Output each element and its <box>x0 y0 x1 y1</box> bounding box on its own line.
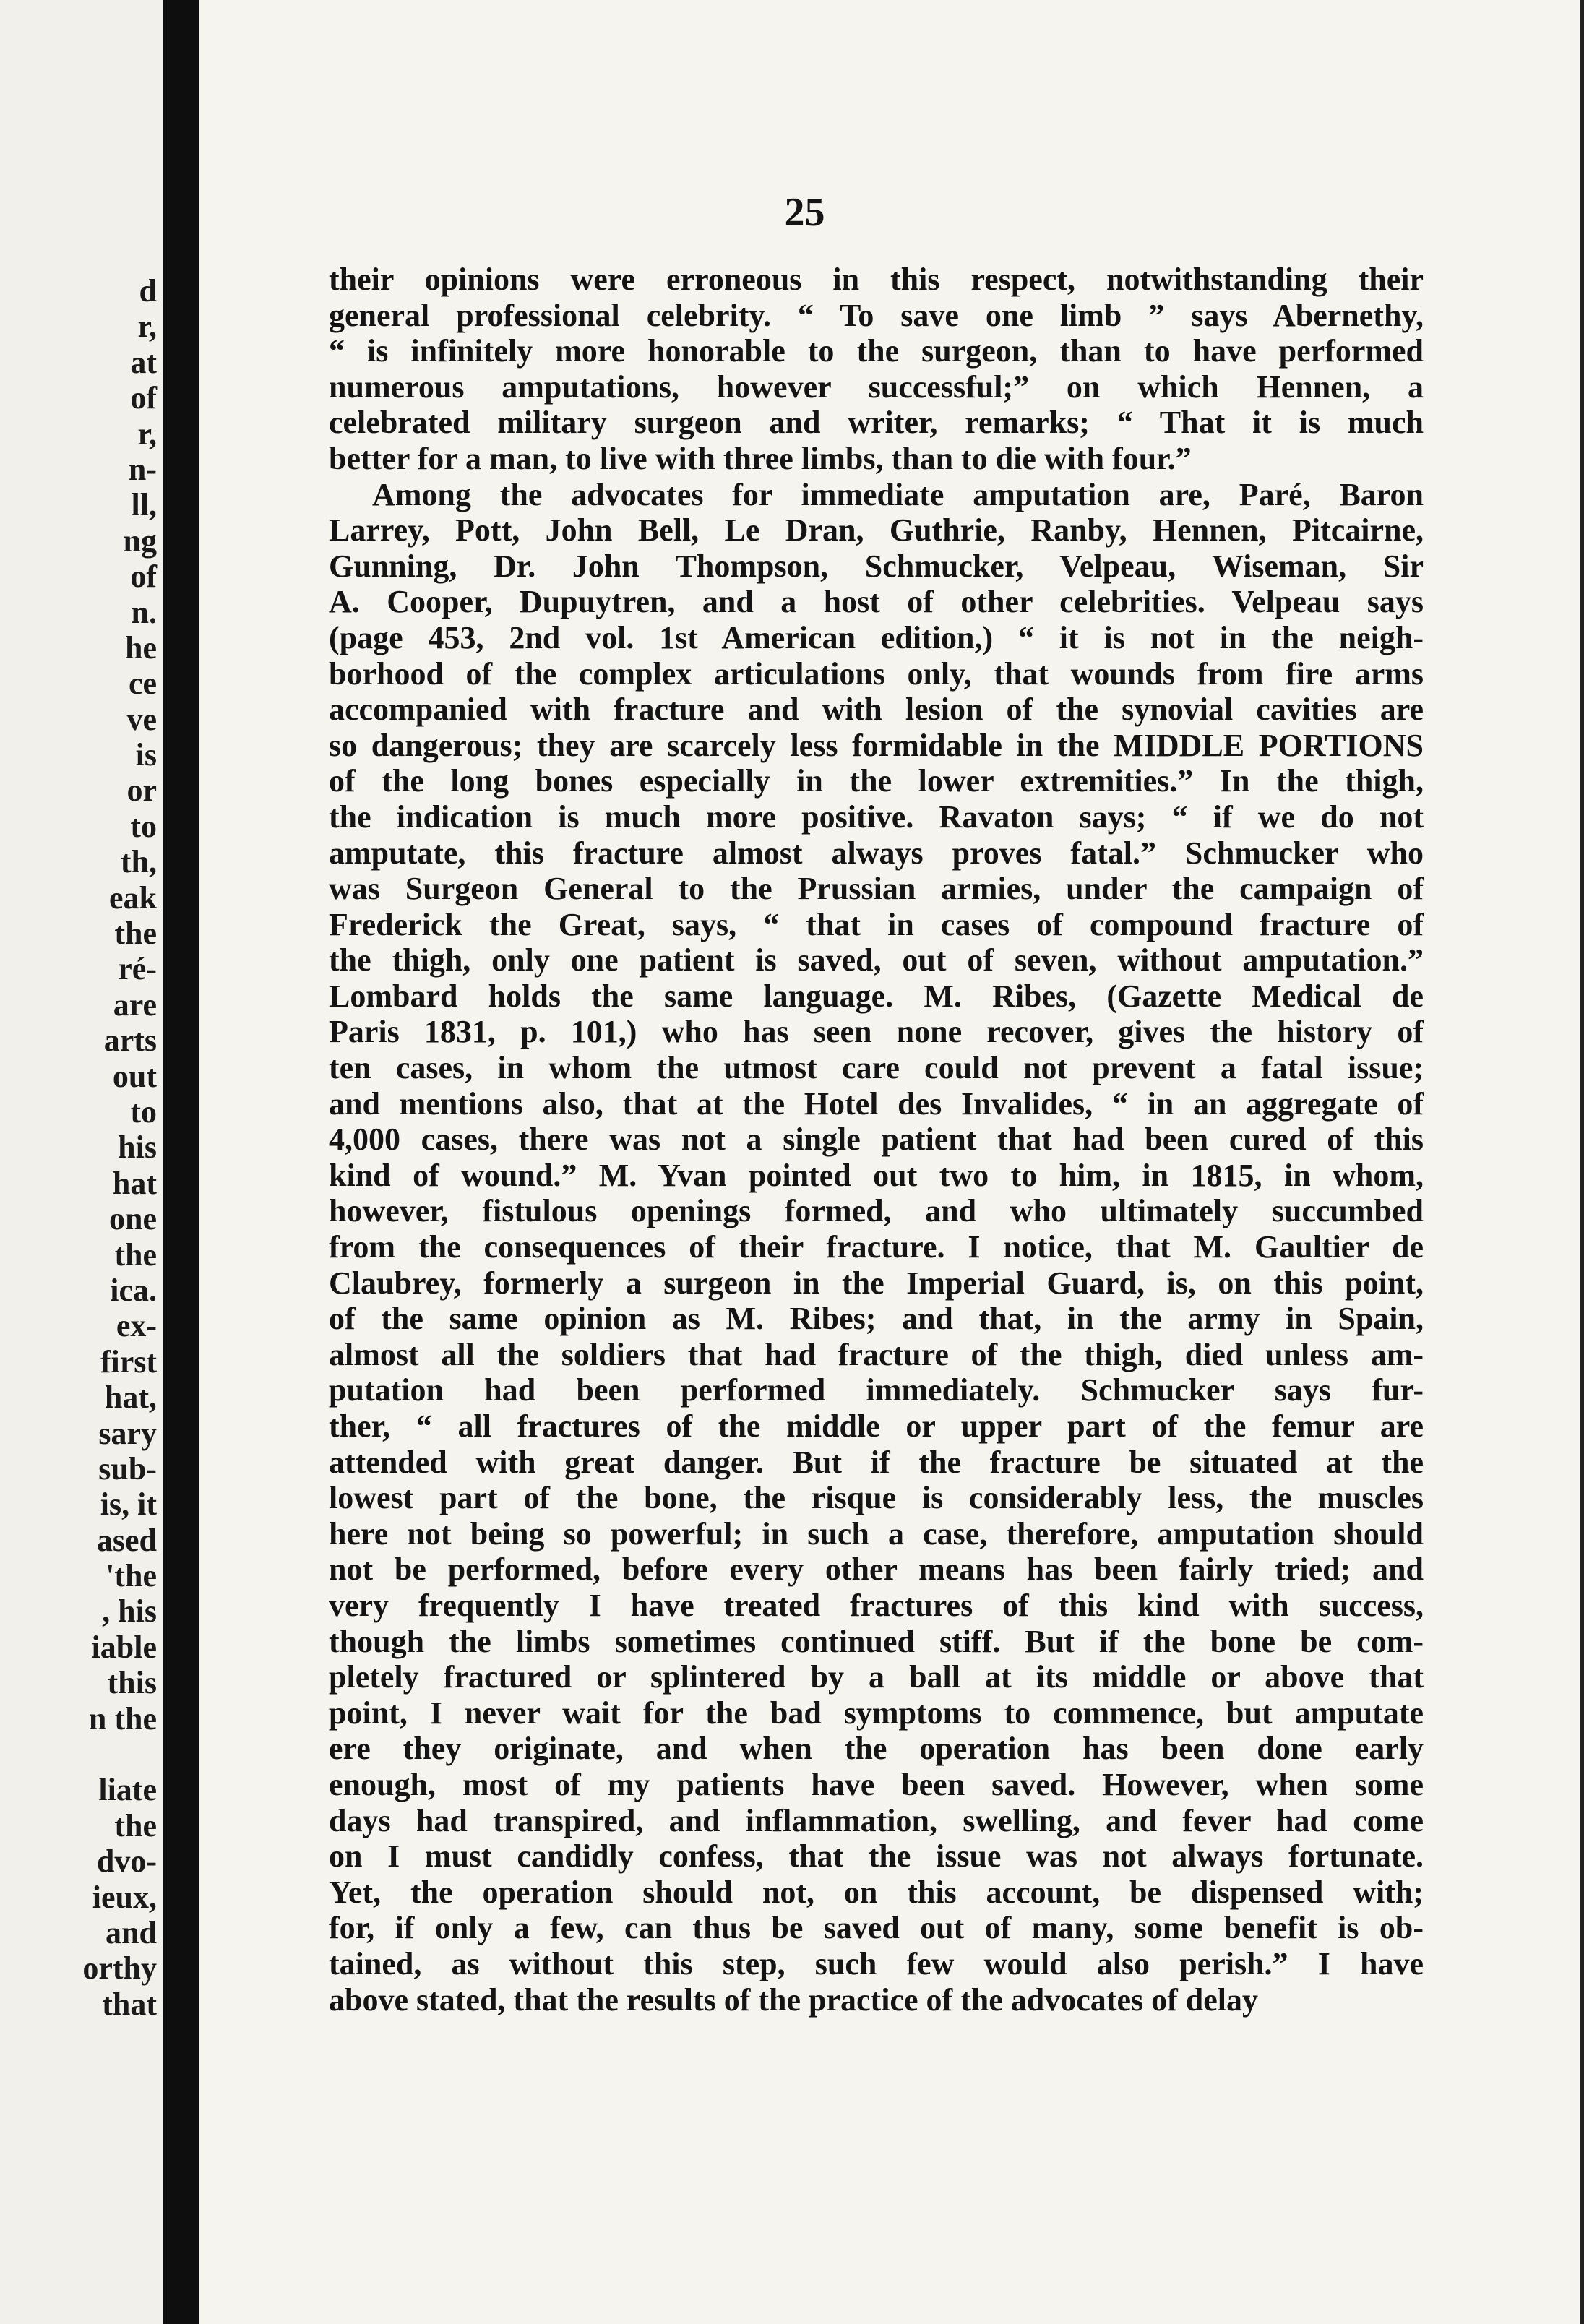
previous-page-fragment: th, <box>120 844 157 880</box>
text-line: very frequently I have treated fractures of this kind with success, <box>329 1587 1424 1623</box>
previous-page-fragment: n- <box>128 451 157 487</box>
text-line: ere they originate, and when the operation has been done early <box>329 1731 1424 1767</box>
text-line: putation had been performed immediately. Schmucker says fur- <box>329 1372 1424 1408</box>
previous-page-fragment: ré- <box>118 951 157 987</box>
text-line: 4,000 cases, there was not a single patient that had been cured of this <box>329 1122 1424 1158</box>
text-line: the indication is much more positive. Ravaton says; “ if we do not <box>329 799 1424 835</box>
text-line: of the long bones especially in the lower extremities.” In the thigh, <box>329 763 1424 799</box>
text-line: kind of wound.” M. Yvan pointed out two to him, in 1815, in whom, <box>329 1157 1424 1193</box>
previous-page-fragment: liate <box>98 1772 157 1808</box>
page-number: 25 <box>784 190 825 235</box>
text-line: and mentions also, that at the Hotel des Invalides, “ in an aggregate of <box>329 1085 1424 1122</box>
previous-page-fragment: ieux, <box>92 1879 157 1915</box>
text-line: so dangerous; they are scarcely less formidable in the MIDDLE PORTIONS <box>329 727 1424 763</box>
previous-page-fragment: sary <box>98 1415 157 1451</box>
text-line: Among the advocates for immediate amputation are, Paré, Baron <box>372 476 1424 512</box>
previous-page-fragment: hat <box>112 1165 157 1201</box>
previous-page-fragment: the <box>114 1236 157 1273</box>
text-line: days had transpired, and inflammation, swelling, and fever had come <box>329 1802 1424 1838</box>
previous-page-fragment: ce <box>128 666 157 702</box>
previous-page-fragment: dvo- <box>96 1843 157 1880</box>
text-line: almost all the soldiers that had fracture of the thigh, died unless am- <box>329 1336 1424 1372</box>
text-line: ther, “ all fractures of the middle or upper part of the femur are <box>329 1408 1424 1444</box>
text-line: numerous amputations, however successful;” on which Hennen, a <box>329 369 1424 405</box>
previous-page-fragment: that <box>102 1986 157 2022</box>
text-line: Frederick the Great, says, “ that in cases of compound fracture of <box>329 906 1424 942</box>
text-line: attended with great danger. But if the fracture be situated at the <box>329 1444 1424 1480</box>
text-line: Yet, the operation should not, on this account, be dispensed with; <box>329 1874 1424 1910</box>
text-line: pletely fractured or splintered by a ball at its middle or above that <box>329 1659 1424 1695</box>
previous-page-fragment: this <box>107 1665 157 1701</box>
previous-page-fragment: iable <box>91 1629 157 1665</box>
text-line: ten cases, in whom the utmost care could not prevent a fatal issue; <box>329 1050 1424 1086</box>
book-page <box>199 0 1584 2324</box>
text-line: “ is infinitely more honorable to the surgeon, than to have performed <box>329 333 1424 369</box>
previous-page-fragment: or <box>126 772 157 809</box>
previous-page-fragment: ng <box>123 522 157 559</box>
text-line: point, I never wait for the bad symptoms to commence, but amputate <box>329 1695 1424 1731</box>
text-line: amputate, this fracture almost always proves fatal.” Schmucker who <box>329 835 1424 871</box>
previous-page-fragment: , his <box>102 1593 157 1630</box>
previous-page-fragment: ll, <box>131 487 157 523</box>
previous-page-fragment: is, it <box>100 1486 157 1523</box>
body-text <box>329 262 1424 2018</box>
previous-page-fragment: to <box>130 1093 157 1129</box>
previous-page-fragment: sub- <box>98 1450 157 1486</box>
previous-page-fragment: eak <box>109 879 157 916</box>
previous-page-fragment: are <box>113 986 157 1023</box>
text-line: the thigh, only one patient is saved, out of seven, without amputation.” <box>329 942 1424 978</box>
previous-page-fragment: first <box>100 1343 157 1380</box>
text-line: Larrey, Pott, John Bell, Le Dran, Guthrie, Ranby, Hennen, Pitcairne, <box>329 512 1424 548</box>
text-line: celebrated military surgeon and writer, remarks; “ That it is much <box>329 405 1424 441</box>
previous-page-fragment: r, <box>137 309 157 345</box>
text-line: however, fistulous openings formed, and who ultimately succumbed <box>329 1193 1424 1229</box>
text-line: accompanied with fracture and with lesion of the synovial cavities are <box>329 692 1424 728</box>
text-line: Gunning, Dr. John Thompson, Schmucker, Velpeau, Wiseman, Sir <box>329 548 1424 584</box>
previous-page-fragment: orthy <box>82 1950 157 1987</box>
previous-page-fragment: 'the <box>106 1558 157 1594</box>
previous-page-fragment: and <box>106 1914 157 1950</box>
text-line: general professional celebrity. “ To save one limb ” says Abernethy, <box>329 297 1424 333</box>
previous-page-fragment: of <box>130 559 157 595</box>
text-line: tained, as without this step, such few would also perish.” I have <box>329 1945 1424 1981</box>
previous-page-fragment: ex- <box>116 1308 157 1344</box>
previous-page-fragment: the <box>114 916 157 952</box>
text-line: not be performed, before every other means has been fairly tried; and <box>329 1552 1424 1588</box>
previous-page-fragment: to <box>130 808 157 844</box>
previous-page-fragment: n. <box>131 594 157 630</box>
text-line: Paris 1831, p. 101,) who has seen none recover, gives the history of <box>329 1014 1424 1050</box>
previous-page-fragment: he <box>125 629 157 666</box>
page-right-border <box>1580 0 1584 2324</box>
previous-page-fragment: his <box>118 1129 157 1166</box>
previous-page-fragment: arts <box>103 1023 157 1059</box>
previous-page-fragment: is <box>135 737 157 773</box>
previous-page-fragment: the <box>114 1807 157 1843</box>
text-line: borhood of the complex articulations only, that wounds from fire arms <box>329 655 1424 692</box>
previous-page-fragment: r, <box>137 416 157 452</box>
text-line: their opinions were erroneous in this respect, notwithstanding their <box>329 262 1424 297</box>
text-line: was Surgeon General to the Prussian armies, under the campaign of <box>329 871 1424 907</box>
text-line: enough, most of my patients have been saved. However, when some <box>329 1766 1424 1802</box>
text-line: better for a man, to live with three limbs, than to die with four.” <box>329 440 1192 476</box>
previous-page-fragment <box>1 1736 157 1772</box>
text-line: here not being so powerful; in such a case, therefore, amputation should <box>329 1515 1424 1552</box>
previous-page-edge <box>0 0 163 2324</box>
text-line: Claubrey, formerly a surgeon in the Imperial Guard, is, on this point, <box>329 1265 1424 1301</box>
text-line: above stated, that the results of the practice of the advocates of delay <box>329 1981 1258 2018</box>
text-line: lowest part of the bone, the risque is considerably less, the muscles <box>329 1480 1424 1516</box>
previous-page-fragment: ve <box>126 701 157 737</box>
previous-page-fragment: d <box>139 273 157 309</box>
previous-page-fragment: one <box>109 1201 157 1237</box>
text-line: for, if only a few, can thus be saved out of many, some benefit is ob- <box>329 1910 1424 1946</box>
previous-page-fragment: hat, <box>104 1380 157 1416</box>
previous-page-fragment: n the <box>88 1700 157 1736</box>
book-gutter <box>163 0 199 2324</box>
previous-page-fragment: ica. <box>110 1272 157 1308</box>
text-line: (page 453, 2nd vol. 1st American edition,) “ it is not in the neigh- <box>329 619 1424 655</box>
previous-page-fragment: ased <box>96 1522 157 1558</box>
text-line: of the same opinion as M. Ribes; and that, in the army in Spain, <box>329 1301 1424 1337</box>
text-line: A. Cooper, Dupuytren, and a host of other celebrities. Velpeau says <box>329 584 1424 620</box>
text-line: on I must candidly confess, that the issue was not always fortunate. <box>329 1838 1424 1875</box>
text-line: Lombard holds the same language. M. Ribes, (Gazette Medical de <box>329 978 1424 1014</box>
text-line: from the consequences of their fracture. I notice, that M. Gaultier de <box>329 1229 1424 1265</box>
previous-page-fragment: out <box>112 1058 157 1094</box>
previous-page-fragment: at <box>130 344 157 380</box>
previous-page-fragment: of <box>130 380 157 416</box>
previous-page-fragments <box>1 273 157 2022</box>
text-line: though the limbs sometimes continued stiff. But if the bone be com- <box>329 1623 1424 1659</box>
